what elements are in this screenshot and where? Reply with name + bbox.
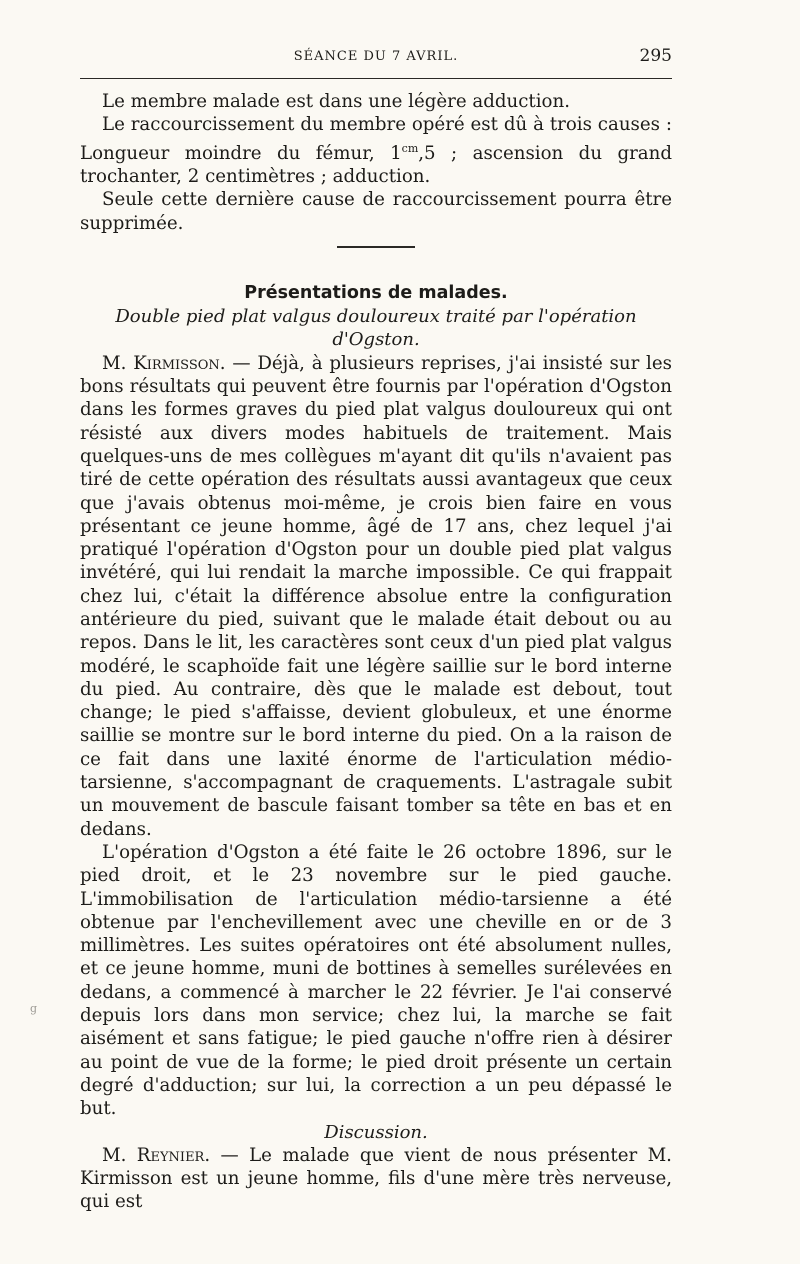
page-number: 295 [639,46,672,66]
centimeter-superscript: cm [401,141,419,155]
kirmisson-paragraph-1 [80,352,672,841]
section-title: Présentations de malades. [244,282,508,303]
intro-paragraph-2-b: ,5 ; ascension du grand trochanter, 2 centimètres ; adduction. [80,142,673,187]
section-divider [337,246,415,248]
reynier-paragraph [80,1144,672,1214]
discussion-heading: Discussion. [324,1121,428,1143]
kirmisson-text: — Déjà, à plusieurs reprises, j'ai insisté sur les bons résultats qui peuvent être fournis par l'opération d'Ogston dans les formes graves du pied plat valgus douloureux qui ont résisté aux divers modes habituels de traitement. Mais quelques-uns de mes collègues m'ayant dit qu'ils n'avaient pas tiré de cette opération des résultats aussi avantageux que ceux que j'avais obtenus moi-même, je crois bien faire en vous présentant ce jeune homme, âgé de 17 ans, chez lequel j'ai pratiqué l'opération d'Ogston pour un double pied plat valgus invétéré, qui lui rendait la marche impossible. Ce qui frappait chez lui, c'était la différence absolue entre la configuration antérieure du pied, suivant que le malade était debout ou au repos. Dans le lit, les caractères sont ceux d'un pied plat valgus modéré, le scaphoïde fait une légère saillie sur le bord interne du pied. Au contraire, dès que le malade est debout, tout change; le pied s'affaisse, devient globuleux, et une énorme saillie se montre sur le bord interne du pied. On a la raison de ce fait dans une laxité énorme de l'articulation médio-tarsienne, s'accompagnant de craquements. L'astragale subit un mouvement de bascule faisant tomber sa tête en bas et en dedans. [80,352,672,840]
header-title: SÉANCE DU 7 AVRIL. [293,49,459,64]
intro-paragraph-3: Seule cette dernière cause de raccourcissement pourra être supprimée. [80,189,672,234]
section-subtitle: Double pied plat valgus douloureux traité par l'opération d'Ogston. [115,306,637,351]
kirmisson-paragraph-2: L'opération d'Ogston a été faite le 26 octobre 1896, sur le pied droit, et le 23 novembre sur le pied gauche. L'immobilisation de l'articulation médio-tarsienne a été obtenue par l'enchevillement avec une cheville en or de 3 millimètres. Les suites opératoires ont été absolument nulles, et ce jeune homme, muni de bottines à semelles surélevées en dedans, a commencé à marcher le 22 février. Je l'ai conservé depuis lors dans mon service; chez lui, la marche se fait aisément et sans fatigue; le pied gauche n'offre rien à désirer au point de vue de la forme; le pied droit présente un certain degré d'adduction; sur lui, la correction a un peu dépassé le but. [80,841,672,1120]
speaker-kirmisson: M. Kirmisson. [102,352,226,374]
running-header [80,46,672,68]
header-rule [80,78,672,79]
speaker-reynier: M. Reynier. [102,1144,211,1166]
intro-paragraph-2 [80,113,672,188]
page-body [80,90,672,1214]
intro-paragraph-2-a: Le raccourcissement du membre opéré est dû à trois causes : Longueur moindre du fémur, 1 [80,114,672,164]
reynier-text: — Le malade que vient de nous présenter M. Kirmisson est un jeune homme, fils d'une mère très nerveuse, qui est [80,1144,672,1213]
margin-mark: g [30,1002,38,1015]
intro-paragraph-1: Le membre malade est dans une légère adduction. [102,91,570,112]
